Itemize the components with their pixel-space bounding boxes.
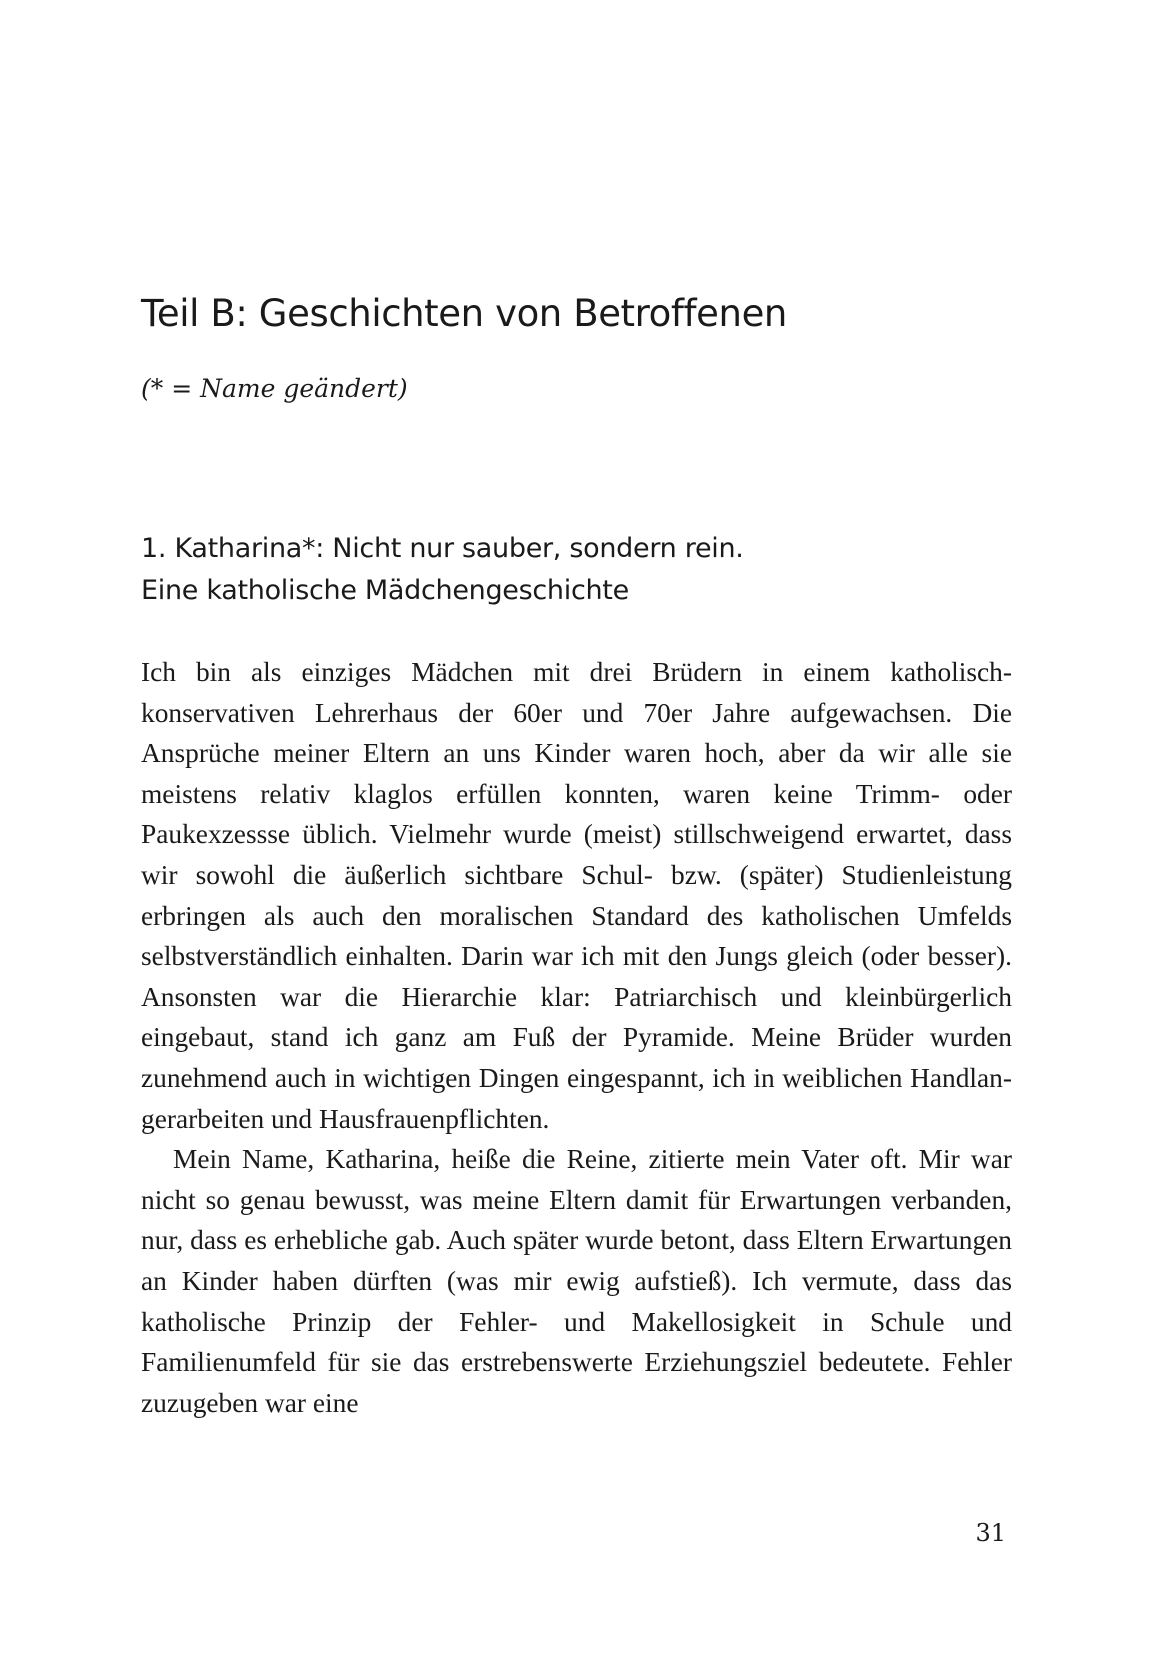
chapter-heading-line-1: 1. Katharina*: Nicht nur sauber, sondern rein. <box>141 533 744 564</box>
chapter-heading-line-2: Eine katholische Mädchengeschichte <box>141 575 629 606</box>
paragraph-1: Ich bin als einziges Mädchen mit drei Brüdern in einem katholisch-konservativen Lehrerhaus der 60er und 70er Jahre aufgewachsen. Die Ansprüche meiner Eltern an uns Kinder waren hoch, aber da wir alle sie meistens relativ klaglos erfüllen konnten, waren keine Trimm- oder Paukexzessse üblich. Vielmehr wurde (meist) stillschweigend erwartet, dass wir sowohl die äußerlich sichtbare Schul- bzw. (später) Studienleistung erbringen als auch den moralischen Standard des katholischen Umfelds selbstverständlich einhalten. Darin war ich mit den Jungs gleich (oder besser). Ansonsten war die Hierarchie klar: Patriarchisch und kleinbürgerlich eingebaut, stand ich ganz am Fuß der Pyramide. Meine Brüder wurden zunehmend auch in wichtigen Dingen eingespannt, ich in weiblichen Handlangerarbeiten und Hausfrauenpflichten. <box>141 657 1012 1134</box>
paragraph-2: Mein Name, Katharina, heiße die Reine, zitierte mein Vater oft. Mir war nicht so genau bewusst, was meine Eltern damit für Erwartungen verbanden, nur, dass es erhebliche gab. Auch später wurde betont, dass Eltern Erwartungen an Kinder haben dürften (was mir ewig aufstieß). Ich vermute, dass das katholische Prinzip der Fehler- und Makellosigkeit in Schule und Familienumfeld für sie das erstrebenswerte Erziehungsziel bedeutete. Fehler zuzugeben war eine <box>141 1144 1012 1418</box>
body-text <box>141 652 1012 1423</box>
name-changed-note: (* = Name geändert) <box>141 374 408 403</box>
chapter-heading <box>141 528 744 612</box>
page-title: Teil B: Geschichten von Betroffenen <box>141 292 787 335</box>
page-number: 31 <box>975 1519 1006 1547</box>
